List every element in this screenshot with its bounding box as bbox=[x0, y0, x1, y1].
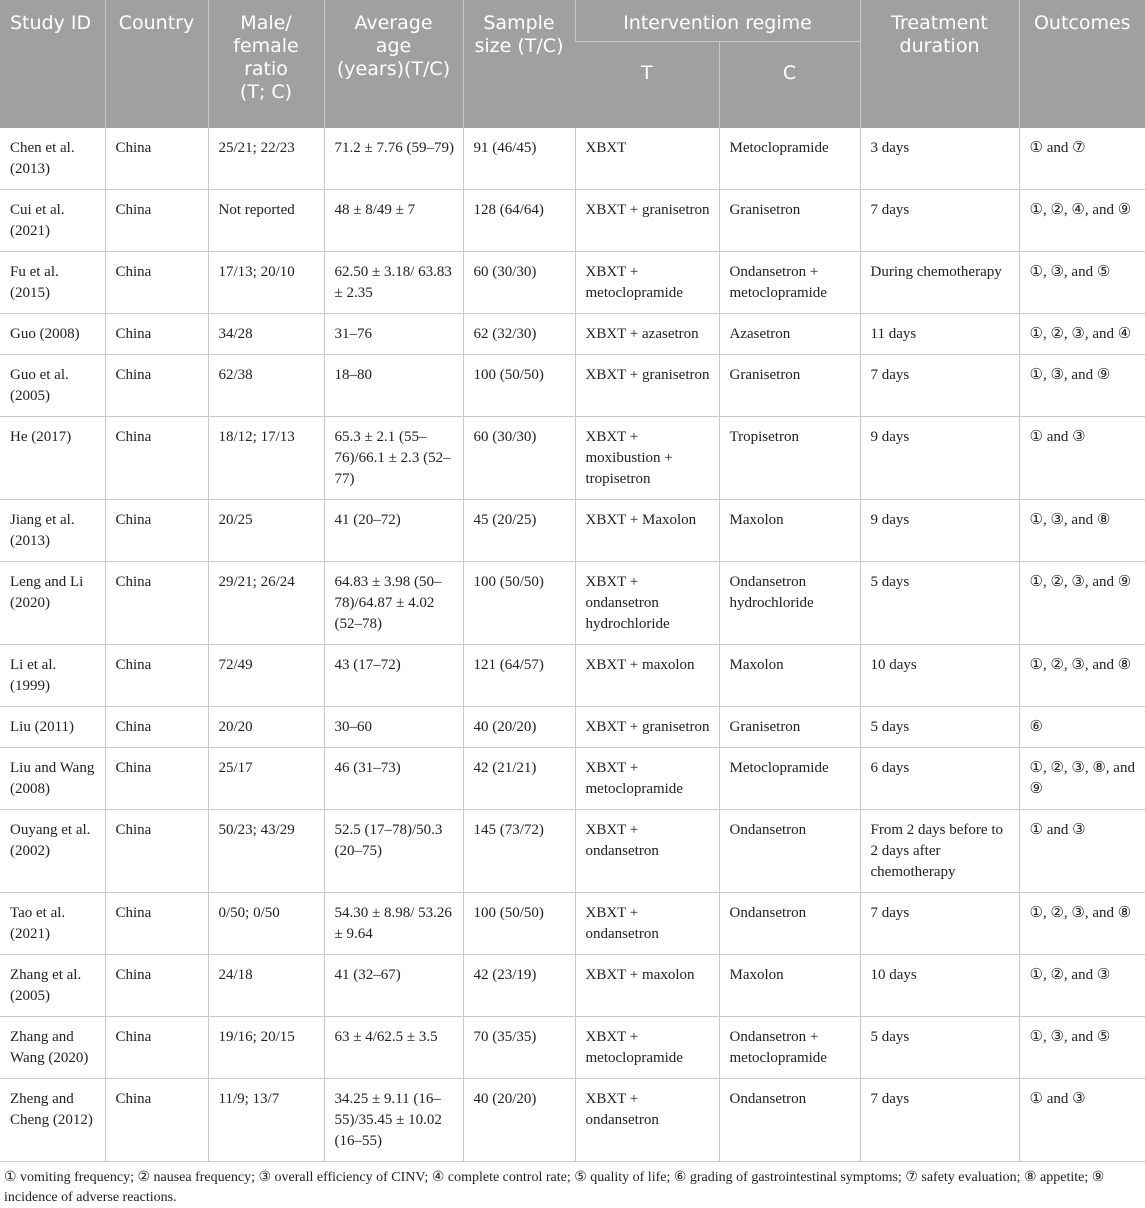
cell-intervention-c: Granisetron bbox=[719, 707, 860, 748]
cell-ratio: Not reported bbox=[208, 190, 324, 252]
cell-intervention-t: XBXT bbox=[575, 128, 719, 190]
cell-country: China bbox=[105, 252, 208, 314]
table-row bbox=[0, 810, 1145, 893]
cell-ratio: 0/50; 0/50 bbox=[208, 893, 324, 955]
cell-study-id: He (2017) bbox=[0, 417, 105, 500]
cell-study-id: Zhang et al. (2005) bbox=[0, 955, 105, 1017]
table-row bbox=[0, 562, 1145, 645]
header-duration: Treatment duration bbox=[860, 0, 1019, 128]
cell-duration: 3 days bbox=[860, 128, 1019, 190]
cell-country: China bbox=[105, 417, 208, 500]
cell-country: China bbox=[105, 645, 208, 707]
cell-ratio: 11/9; 13/7 bbox=[208, 1079, 324, 1162]
cell-ratio: 18/12; 17/13 bbox=[208, 417, 324, 500]
cell-outcomes: ① and ⑦ bbox=[1019, 128, 1145, 190]
cell-intervention-t: XBXT + moxibustion + tropisetron bbox=[575, 417, 719, 500]
table-row bbox=[0, 417, 1145, 500]
cell-country: China bbox=[105, 748, 208, 810]
table-row bbox=[0, 1079, 1145, 1162]
table-row bbox=[0, 1017, 1145, 1079]
cell-outcomes: ①, ②, ③, and ⑧ bbox=[1019, 893, 1145, 955]
cell-sample: 62 (32/30) bbox=[463, 314, 575, 355]
cell-sample: 40 (20/20) bbox=[463, 707, 575, 748]
cell-country: China bbox=[105, 707, 208, 748]
cell-intervention-c: Ondansetron hydrochloride bbox=[719, 562, 860, 645]
table-header bbox=[0, 0, 1145, 128]
cell-ratio: 17/13; 20/10 bbox=[208, 252, 324, 314]
cell-ratio: 34/28 bbox=[208, 314, 324, 355]
header-country: Country bbox=[105, 0, 208, 128]
cell-sample: 60 (30/30) bbox=[463, 252, 575, 314]
cell-sample: 60 (30/30) bbox=[463, 417, 575, 500]
cell-intervention-c: Ondansetron bbox=[719, 810, 860, 893]
header-outcomes: Outcomes bbox=[1019, 0, 1145, 128]
cell-age: 46 (31–73) bbox=[324, 748, 463, 810]
cell-ratio: 24/18 bbox=[208, 955, 324, 1017]
cell-age: 34.25 ± 9.11 (16–55)/35.45 ± 10.02 (16–55) bbox=[324, 1079, 463, 1162]
cell-duration: 7 days bbox=[860, 1079, 1019, 1162]
cell-intervention-c: Metoclopramide bbox=[719, 748, 860, 810]
cell-ratio: 20/25 bbox=[208, 500, 324, 562]
cell-sample: 100 (50/50) bbox=[463, 562, 575, 645]
cell-duration: 6 days bbox=[860, 748, 1019, 810]
cell-duration: 7 days bbox=[860, 893, 1019, 955]
cell-sample: 40 (20/20) bbox=[463, 1079, 575, 1162]
cell-intervention-c: Maxolon bbox=[719, 645, 860, 707]
cell-intervention-c: Ondansetron + metoclopramide bbox=[719, 252, 860, 314]
cell-intervention-t: XBXT + ondansetron bbox=[575, 893, 719, 955]
table-row bbox=[0, 500, 1145, 562]
cell-outcomes: ① and ③ bbox=[1019, 810, 1145, 893]
cell-sample: 42 (23/19) bbox=[463, 955, 575, 1017]
cell-outcomes: ①, ②, and ③ bbox=[1019, 955, 1145, 1017]
cell-outcomes: ①, ③, and ⑧ bbox=[1019, 500, 1145, 562]
cell-duration: 10 days bbox=[860, 955, 1019, 1017]
cell-intervention-c: Maxolon bbox=[719, 500, 860, 562]
table-row bbox=[0, 645, 1145, 707]
cell-age: 18–80 bbox=[324, 355, 463, 417]
cell-age: 63 ± 4/62.5 ± 3.5 bbox=[324, 1017, 463, 1079]
table-row bbox=[0, 252, 1145, 314]
table-row bbox=[0, 314, 1145, 355]
cell-ratio: 72/49 bbox=[208, 645, 324, 707]
cell-duration: 10 days bbox=[860, 645, 1019, 707]
cell-intervention-t: XBXT + ondansetron bbox=[575, 1079, 719, 1162]
cell-intervention-c: Azasetron bbox=[719, 314, 860, 355]
cell-ratio: 62/38 bbox=[208, 355, 324, 417]
cell-age: 64.83 ± 3.98 (50–78)/64.87 ± 4.02 (52–78) bbox=[324, 562, 463, 645]
cell-sample: 100 (50/50) bbox=[463, 893, 575, 955]
cell-study-id: Liu and Wang (2008) bbox=[0, 748, 105, 810]
cell-sample: 45 (20/25) bbox=[463, 500, 575, 562]
header-t: T bbox=[575, 42, 719, 129]
cell-age: 71.2 ± 7.76 (59–79) bbox=[324, 128, 463, 190]
cell-sample: 128 (64/64) bbox=[463, 190, 575, 252]
table-row bbox=[0, 893, 1145, 955]
table-body bbox=[0, 128, 1145, 1161]
cell-intervention-c: Granisetron bbox=[719, 355, 860, 417]
cell-outcomes: ⑥ bbox=[1019, 707, 1145, 748]
cell-ratio: 25/21; 22/23 bbox=[208, 128, 324, 190]
cell-study-id: Liu (2011) bbox=[0, 707, 105, 748]
cell-duration: From 2 days before to 2 days after chemotherapy bbox=[860, 810, 1019, 893]
header-sample: Sample size (T/C) bbox=[463, 0, 575, 128]
cell-sample: 100 (50/50) bbox=[463, 355, 575, 417]
cell-study-id: Tao et al. (2021) bbox=[0, 893, 105, 955]
table-row bbox=[0, 748, 1145, 810]
cell-duration: 9 days bbox=[860, 417, 1019, 500]
table-row bbox=[0, 190, 1145, 252]
cell-intervention-t: XBXT + granisetron bbox=[575, 190, 719, 252]
header-intervention: Intervention regime bbox=[575, 0, 860, 42]
cell-country: China bbox=[105, 893, 208, 955]
header-ratio: Male/ female ratio (T; C) bbox=[208, 0, 324, 128]
cell-sample: 91 (46/45) bbox=[463, 128, 575, 190]
cell-country: China bbox=[105, 1017, 208, 1079]
cell-country: China bbox=[105, 355, 208, 417]
cell-intervention-c: Ondansetron + metoclopramide bbox=[719, 1017, 860, 1079]
cell-age: 52.5 (17–78)/50.3 (20–75) bbox=[324, 810, 463, 893]
table-row bbox=[0, 355, 1145, 417]
header-study-id: Study ID bbox=[0, 0, 105, 128]
table-row bbox=[0, 128, 1145, 190]
cell-age: 48 ± 8/49 ± 7 bbox=[324, 190, 463, 252]
cell-study-id: Li et al. (1999) bbox=[0, 645, 105, 707]
cell-age: 41 (20–72) bbox=[324, 500, 463, 562]
cell-duration: 11 days bbox=[860, 314, 1019, 355]
cell-age: 43 (17–72) bbox=[324, 645, 463, 707]
cell-intervention-c: Granisetron bbox=[719, 190, 860, 252]
cell-study-id: Zheng and Cheng (2012) bbox=[0, 1079, 105, 1162]
cell-ratio: 20/20 bbox=[208, 707, 324, 748]
cell-outcomes: ①, ②, ③, and ⑧ bbox=[1019, 645, 1145, 707]
cell-outcomes: ①, ②, ③, and ④ bbox=[1019, 314, 1145, 355]
cell-ratio: 50/23; 43/29 bbox=[208, 810, 324, 893]
cell-outcomes: ① and ③ bbox=[1019, 417, 1145, 500]
cell-study-id: Leng and Li (2020) bbox=[0, 562, 105, 645]
cell-intervention-t: XBXT + maxolon bbox=[575, 645, 719, 707]
cell-age: 65.3 ± 2.1 (55–76)/66.1 ± 2.3 (52–77) bbox=[324, 417, 463, 500]
cell-outcomes: ①, ②, ③, ⑧, and ⑨ bbox=[1019, 748, 1145, 810]
cell-intervention-t: XBXT + ondansetron bbox=[575, 810, 719, 893]
cell-study-id: Guo (2008) bbox=[0, 314, 105, 355]
cell-intervention-c: Metoclopramide bbox=[719, 128, 860, 190]
cell-duration: 7 days bbox=[860, 190, 1019, 252]
cell-country: China bbox=[105, 190, 208, 252]
cell-intervention-t: XBXT + metoclopramide bbox=[575, 252, 719, 314]
cell-intervention-t: XBXT + Maxolon bbox=[575, 500, 719, 562]
cell-study-id: Cui et al. (2021) bbox=[0, 190, 105, 252]
cell-country: China bbox=[105, 128, 208, 190]
cell-intervention-t: XBXT + ondansetron hydrochloride bbox=[575, 562, 719, 645]
cell-intervention-t: XBXT + granisetron bbox=[575, 355, 719, 417]
cell-ratio: 29/21; 26/24 bbox=[208, 562, 324, 645]
cell-intervention-t: XBXT + granisetron bbox=[575, 707, 719, 748]
cell-age: 30–60 bbox=[324, 707, 463, 748]
table-row bbox=[0, 707, 1145, 748]
cell-intervention-c: Ondansetron bbox=[719, 893, 860, 955]
cell-age: 31–76 bbox=[324, 314, 463, 355]
header-age: Average age (years)(T/C) bbox=[324, 0, 463, 128]
cell-sample: 145 (73/72) bbox=[463, 810, 575, 893]
cell-outcomes: ①, ③, and ⑤ bbox=[1019, 1017, 1145, 1079]
cell-country: China bbox=[105, 500, 208, 562]
cell-study-id: Fu et al. (2015) bbox=[0, 252, 105, 314]
cell-sample: 121 (64/57) bbox=[463, 645, 575, 707]
cell-duration: 5 days bbox=[860, 1017, 1019, 1079]
cell-ratio: 25/17 bbox=[208, 748, 324, 810]
cell-duration: 9 days bbox=[860, 500, 1019, 562]
cell-outcomes: ①, ③, and ⑤ bbox=[1019, 252, 1145, 314]
header-c: C bbox=[719, 42, 860, 129]
cell-study-id: Guo et al. (2005) bbox=[0, 355, 105, 417]
cell-country: China bbox=[105, 810, 208, 893]
cell-intervention-t: XBXT + metoclopramide bbox=[575, 1017, 719, 1079]
cell-sample: 70 (35/35) bbox=[463, 1017, 575, 1079]
cell-duration: 7 days bbox=[860, 355, 1019, 417]
cell-intervention-t: XBXT + azasetron bbox=[575, 314, 719, 355]
cell-age: 62.50 ± 3.18/ 63.83 ± 2.35 bbox=[324, 252, 463, 314]
cell-outcomes: ①, ②, ③, and ⑨ bbox=[1019, 562, 1145, 645]
cell-duration: 5 days bbox=[860, 707, 1019, 748]
cell-ratio: 19/16; 20/15 bbox=[208, 1017, 324, 1079]
cell-study-id: Jiang et al. (2013) bbox=[0, 500, 105, 562]
cell-intervention-c: Ondansetron bbox=[719, 1079, 860, 1162]
cell-intervention-c: Maxolon bbox=[719, 955, 860, 1017]
cell-sample: 42 (21/21) bbox=[463, 748, 575, 810]
table-row bbox=[0, 955, 1145, 1017]
cell-age: 54.30 ± 8.98/ 53.26 ± 9.64 bbox=[324, 893, 463, 955]
cell-study-id: Zhang and Wang (2020) bbox=[0, 1017, 105, 1079]
cell-intervention-c: Tropisetron bbox=[719, 417, 860, 500]
table-footnote: ① vomiting frequency; ② nausea frequency; ③ overall efficiency of CINV; ④ complete control rate; ⑤ quality of life; ⑥ grading of gastrointestinal symptoms; ⑦ safety evaluation; ⑧ appetite; ⑨ incidence of adverse reactions. bbox=[0, 1161, 1145, 1208]
cell-intervention-t: XBXT + metoclopramide bbox=[575, 748, 719, 810]
cell-country: China bbox=[105, 562, 208, 645]
cell-country: China bbox=[105, 955, 208, 1017]
cell-outcomes: ①, ②, ④, and ⑨ bbox=[1019, 190, 1145, 252]
cell-outcomes: ①, ③, and ⑨ bbox=[1019, 355, 1145, 417]
cell-outcomes: ① and ③ bbox=[1019, 1079, 1145, 1162]
cell-study-id: Chen et al. (2013) bbox=[10, 140, 75, 177]
cell-age: 41 (32–67) bbox=[324, 955, 463, 1017]
cell-study-id: Ouyang et al. (2002) bbox=[0, 810, 105, 893]
cell-country: China bbox=[105, 314, 208, 355]
cell-intervention-t: XBXT + maxolon bbox=[575, 955, 719, 1017]
cell-duration: During chemotherapy bbox=[860, 252, 1019, 314]
cell-duration: 5 days bbox=[860, 562, 1019, 645]
cell-country: China bbox=[105, 1079, 208, 1162]
